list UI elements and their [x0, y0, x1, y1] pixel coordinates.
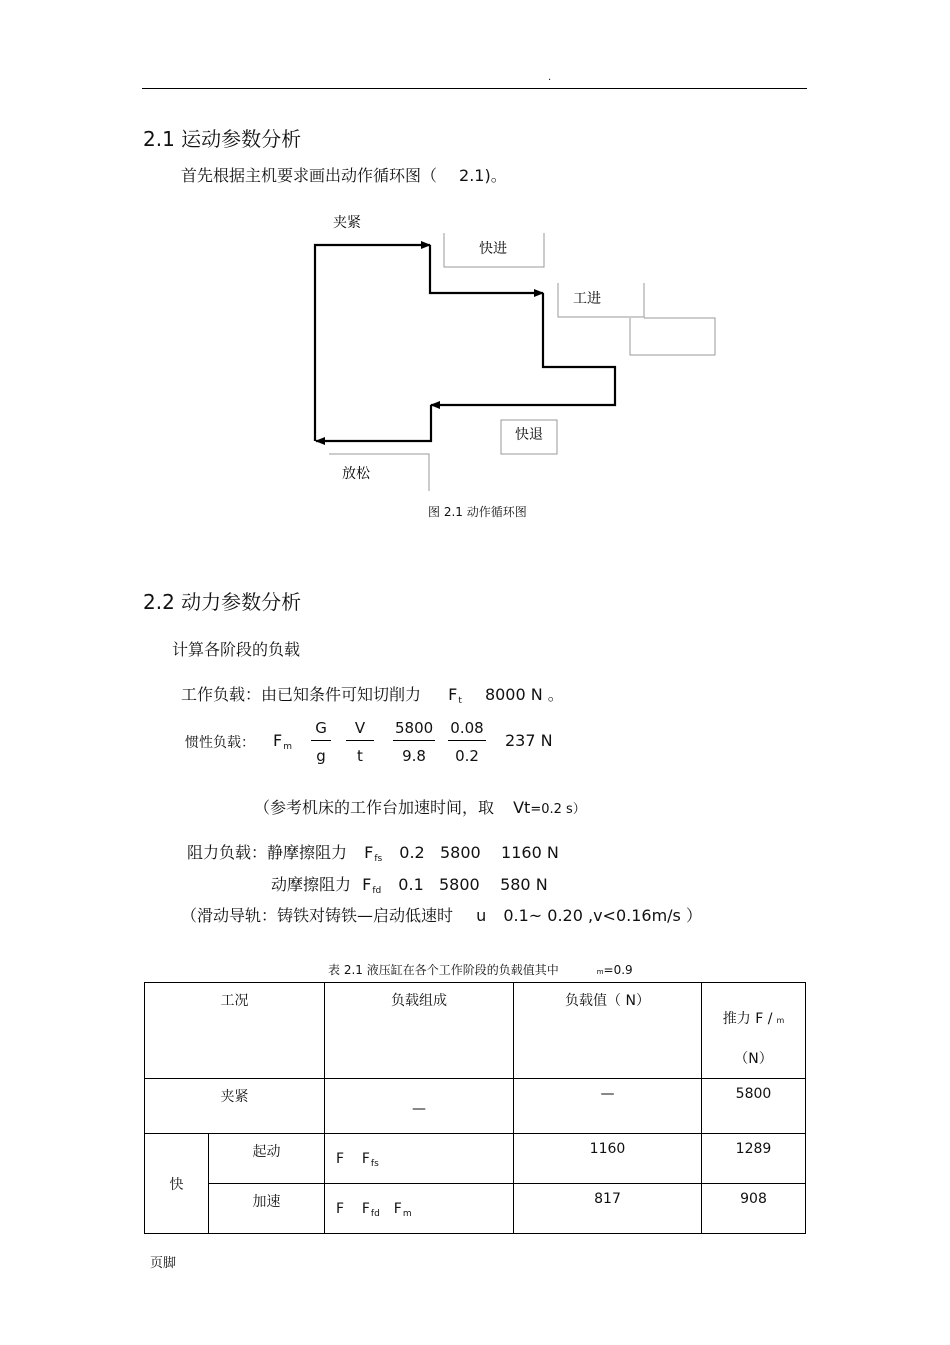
intro-text: 首先根据主机要求画出动作循环图（ [181, 166, 438, 185]
action-cycle-diagram [300, 205, 730, 495]
header-thrust-unit: （N） [734, 1051, 773, 1067]
reference-note [254, 795, 586, 818]
table-row [145, 1134, 806, 1184]
static-friction-subscript: fs [374, 854, 383, 864]
label-box-outlines [329, 233, 715, 491]
fraction-5800-over-9.8 [393, 719, 435, 765]
composition-extra-subscript: m [402, 1209, 412, 1219]
section-2-2-heading: 2.2 动力参数分析 [143, 590, 302, 614]
table-caption-text: 表 2.1 液压缸在各个工作阶段的负载值其中 [328, 963, 559, 977]
work-feed-arrow [431, 293, 615, 405]
calc-title: 计算各阶段的负载 [172, 640, 301, 659]
figure-caption: 图 2.1 动作循环图 [428, 505, 527, 519]
dynamic-friction-label: 动摩擦阻力 [271, 875, 352, 894]
fraction-numerator: G [311, 719, 331, 741]
header-thrust-label: 推力 F / [722, 1011, 773, 1027]
intro-figure-ref: 2.1)。 [459, 166, 507, 185]
fraction-numerator: 5800 [393, 719, 435, 741]
reference-note-value: =0.2 s） [530, 802, 586, 817]
cell-thrust: 5800 [702, 1079, 806, 1134]
table-header-row [145, 983, 806, 1079]
work-load-subscript: t [458, 696, 462, 706]
header-dot: . [548, 72, 552, 83]
clamp-arrow [315, 245, 430, 441]
cell-group: 快 [145, 1134, 209, 1234]
table-row [145, 1184, 806, 1234]
fraction-denominator: g [316, 747, 326, 765]
static-friction-symbol: F [364, 843, 374, 862]
table-caption-subscript: m [596, 968, 604, 976]
inertia-subscript: m [283, 742, 292, 752]
cell-composition: — [325, 1079, 514, 1134]
header-thrust-subscript: m [776, 1016, 785, 1025]
label-work-feed: 工进 [573, 291, 601, 307]
header-rule [142, 88, 807, 89]
page-footer: 页脚 [150, 1256, 177, 1271]
cell-condition: 夹紧 [145, 1079, 325, 1134]
guide-note [181, 903, 702, 926]
cell-value: 817 [514, 1184, 702, 1234]
header-composition: 负载组成 [325, 983, 514, 1079]
cell-composition [325, 1134, 514, 1184]
work-load-label: 工作负载：由已知条件可知切削力 [181, 685, 422, 704]
load-table [144, 982, 806, 1234]
inertia-result: 237 N [505, 731, 553, 750]
guide-note-symbol: u [476, 906, 487, 925]
fraction-V-over-t [346, 719, 374, 765]
header-condition: 工况 [145, 983, 325, 1079]
section-2-1-heading: 2.1 运动参数分析 [143, 127, 302, 151]
cell-stage: 起动 [209, 1134, 325, 1184]
fraction-numerator: 0.08 [448, 719, 486, 741]
dynamic-friction-line [271, 872, 548, 896]
inertia-F: F [273, 731, 283, 750]
table-caption-value: =0.9 [603, 963, 633, 977]
section-2-1-intro [181, 163, 507, 186]
table-row [145, 1079, 806, 1134]
cell-value: 1160 [514, 1134, 702, 1184]
static-friction-values: 0.2 5800 1160 N [399, 843, 559, 862]
cell-value: — [514, 1079, 702, 1134]
label-rapid-forward: 快进 [479, 241, 507, 257]
cell-composition [325, 1184, 514, 1234]
static-friction-label: 阻力负载：静摩擦阻力 [187, 843, 348, 862]
fraction-denominator: 9.8 [402, 747, 426, 765]
static-friction-line [187, 840, 559, 864]
inertia-label: 惯性负载： [185, 735, 255, 751]
work-load-line [181, 682, 564, 706]
fraction-G-over-g [311, 719, 331, 765]
dynamic-friction-values: 0.1 5800 580 N [398, 875, 548, 894]
cycle-flow-path [315, 245, 615, 441]
fraction-0.08-over-0.2 [448, 719, 486, 765]
header-thrust [702, 983, 806, 1079]
dynamic-friction-symbol: F [362, 875, 372, 894]
reference-note-symbol: Vt [513, 798, 531, 817]
label-release: 放松 [342, 466, 370, 482]
label-clamp: 夹紧 [333, 215, 361, 231]
cell-thrust: 1289 [702, 1134, 806, 1184]
composition-text: F F [336, 1151, 370, 1167]
fraction-numerator: V [346, 719, 374, 741]
fraction-denominator: t [357, 747, 363, 765]
cell-thrust: 908 [702, 1184, 806, 1234]
composition-extra: F [393, 1201, 402, 1217]
rapid-return-arrow [316, 405, 431, 441]
cell-stage: 加速 [209, 1184, 325, 1234]
composition-subscript: fs [370, 1159, 379, 1169]
inertia-symbol [273, 731, 292, 752]
dynamic-friction-subscript: fd [372, 886, 382, 896]
composition-text: F F [336, 1201, 370, 1217]
guide-note-text: （滑动导轨：铸铁对铸铁—启动低速时 [181, 906, 454, 925]
label-rapid-return: 快退 [515, 427, 543, 443]
work-load-symbol: F [448, 685, 458, 704]
composition-subscript: fd [370, 1209, 380, 1219]
table-caption [328, 961, 633, 978]
work-load-value: 8000 N 。 [484, 685, 564, 704]
guide-note-values: 0.1~ 0.20 ,v<0.16m/s ） [503, 906, 702, 925]
reference-note-text: （参考机床的工作台加速时间，取 [254, 798, 495, 817]
header-value: 负载值（ N） [514, 983, 702, 1079]
fraction-denominator: 0.2 [455, 747, 479, 765]
